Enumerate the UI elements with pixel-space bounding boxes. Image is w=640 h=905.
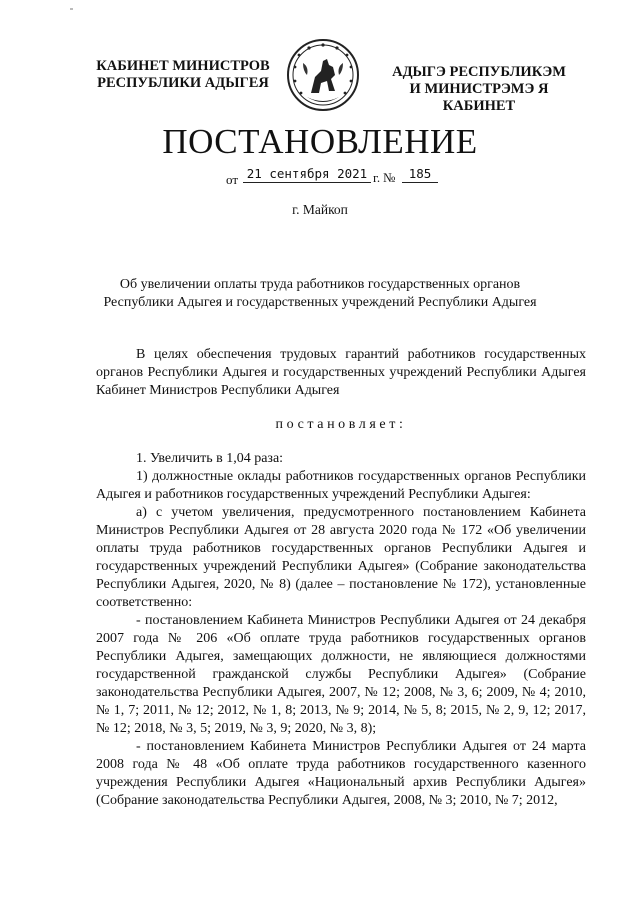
date-number-line <box>226 166 446 188</box>
issuer-line-1: КАБИНЕТ МИНИСТРОВ <box>96 58 270 74</box>
paragraph-1: 1. Увеличить в 1,04 раза: <box>136 451 284 466</box>
paragraph-1-1-a: а) с учетом увеличения, предусмотренного постановлением Кабинета Министров Республики Адыгея от 28 августа 2020 года № 172 «Об увеличении оплаты труда работников государственных органов Республики Адыгея и государственных учреждений Республики Адыгея» (Собрание законодательства Республики Адыгея, 2020, № 8) (далее – постановление № 172), установленные соответственно: <box>96 505 586 610</box>
paragraph-1-1: 1) должностные оклады работников государственных органов Республики Адыгея и работников государственных учреждений Республики Адыгея: <box>96 469 586 502</box>
issuer-name-adyghe <box>372 64 586 115</box>
preamble: В целях обеспечения трудовых гарантий работников государственных органов Республики Адыгея и государственных учреждений Республики Адыгея Кабинет Министров Республики Адыгея <box>96 347 586 398</box>
paragraph-resolution-206: - постановлением Кабинета Министров Республики Адыгея от 24 декабря 2007 года № 206 «Об оплате труда работников государственных органов Республики Адыгея, замещающих должности, не являющиеся должностями государственной гражданской службы Республики Адыгея» (Собрание законодательства Республики Адыгея, 2007, № 12; 2008, № 3, 6; 2009, № 4; 2010, № 1, 7; 2011, № 12; 2012, № 1, 8; 2013, № 9; 2014, № 5, 8; 2015, № 2, 9, 12; 2017, № 12; 2018, № 3, 5; 2019, № 3, 9; 2020, № 3, 8); <box>96 613 586 736</box>
date-prefix: от <box>226 172 239 187</box>
city: г. Майкоп <box>292 202 348 217</box>
scan-speck <box>70 8 73 10</box>
year-suffix: г. <box>373 170 381 185</box>
document-number: 185 <box>402 166 438 183</box>
document-title: ПОСТАНОВЛЕНИЕ <box>162 122 478 161</box>
issuer-line-2: РЕСПУБЛИКИ АДЫГЕЯ <box>97 75 269 91</box>
number-label: № <box>383 170 396 185</box>
document-body <box>96 346 586 810</box>
document-subject: Об увеличении оплаты труда работников государственных органов Республики Адыгея и государственных учреждений Республики Адыгея <box>103 277 537 310</box>
paragraph-resolution-48: - постановлением Кабинета Министров Республики Адыгея от 24 марта 2008 года № 48 «Об оплате труда работников государственного казенного учреждения Республики Адыгея «Национальный архив Республики Адыгея» (Собрание законодательства Республики Адыгея, 2008, № 3; 2010, № 7; 2012, <box>96 739 586 808</box>
issuer-adyghe-line-1: АДЫГЭ РЕСПУБЛИКЭМ <box>392 64 566 80</box>
resolution-word: постановляет: <box>275 417 407 432</box>
issuer-name-russian <box>88 58 278 92</box>
issuer-adyghe-line-2: И МИНИСТРЭМЭ Я КАБИНЕТ <box>409 81 549 114</box>
coat-of-arms-icon <box>285 37 361 113</box>
document-date: 21 сентября 2021 <box>243 166 371 183</box>
